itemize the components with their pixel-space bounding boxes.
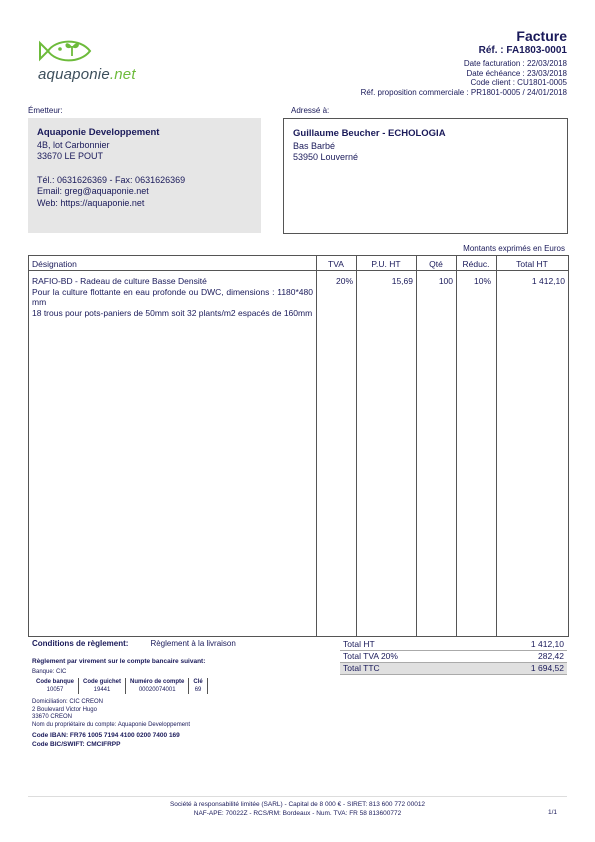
destinataire-label: Adressé à: [291, 106, 330, 115]
invoice-title: Facture [516, 28, 567, 44]
page-number: 1/1 [547, 809, 557, 816]
invoice-date: Date facturation : 22/03/2018 [463, 59, 567, 68]
destinataire-address1: Bas Barbé [293, 140, 336, 151]
account-number: 00020074001 [126, 686, 189, 694]
due-date: Date échéance : 23/03/2018 [466, 68, 567, 78]
destinataire-name: Guillaume Beucher - ECHOLOGIA [293, 128, 446, 139]
emetteur-address1: 4B, lot Carbonnier [37, 139, 110, 150]
emetteur-label: Émetteur: [28, 106, 63, 115]
logo-wordmark: aquaponie.net [38, 66, 136, 83]
key-header: Clé [189, 678, 207, 686]
bank-name: Banque: CIC [32, 669, 67, 675]
totals-block [340, 639, 567, 675]
fish-icon [28, 34, 148, 68]
bank-transfer-title: Règlement par virement sur le compte bancaire suivant: [32, 658, 206, 665]
legal-footer: Société à responsabilité limitée (SARL) - Capital de 8 000 € - SIRET: 813 600 772 00012 NAF-APE: 70022Z - RCS/RM: Bordeaux - Num. TVA: FR 58 813600772 [169, 801, 426, 817]
col-tva: TVA [328, 259, 344, 269]
total-ttc-row: Total TTC 1 694,52 [340, 663, 567, 675]
emetteur-box [28, 118, 261, 233]
line-reduc: 10% [473, 276, 491, 286]
destinataire-address2: 53950 Louverné [293, 152, 359, 162]
emetteur-email: Email: greg@aquaponie.net [37, 186, 149, 196]
col-designation: Désignation [32, 259, 77, 269]
line-description: RAFIO-BD - Radeau de culture Basse Densité Pour la culture flottante en eau profonde ou DWC, dimensions : 1180*480 mm 18 trous pour pots-paniers de 50mm soit 32 plants/m2 espacés de 160mm [32, 276, 313, 318]
line-tva: 20% [335, 276, 353, 286]
total-tva-row: Total TVA 20% 282,42 [340, 651, 567, 663]
line-pu: 15,69 [391, 276, 413, 286]
account-key: 69 [189, 686, 207, 694]
bank-domiciliation: Domiciliation: CIC CREON 2 Boulevard Victor Hugo 33670 CREON Nom du propriétaire du compte: Aquaponie Developpement [32, 699, 191, 728]
account-number-header: Numéro de compte [126, 678, 189, 686]
currency-note: Montants exprimés en Euros [463, 244, 565, 253]
bank-code: 10057 [32, 686, 79, 694]
emetteur-phone: Tél.: 0631626369 - Fax: 0631626369 [37, 174, 186, 185]
bank-account-table [32, 678, 208, 694]
invoice-header [361, 28, 567, 97]
emetteur-web: Web: https://aquaponie.net [37, 197, 145, 208]
destinataire-box [283, 118, 568, 234]
line-qty: 100 [438, 276, 453, 286]
total-ht-row: Total HT 1 412,10 [340, 639, 567, 651]
col-pu: P.U. HT [371, 259, 401, 269]
branch-code-header: Code guichet [79, 678, 126, 686]
bic: Code BIC/SWIFT: CMCIFRPP [32, 741, 121, 748]
col-qty: Qté [429, 259, 443, 269]
invoice-ref: Réf. : FA1803-0001 [478, 45, 567, 56]
branch-code: 19441 [79, 686, 126, 694]
line-total: 1 412,10 [531, 276, 565, 286]
bank-code-header: Code banque [32, 678, 79, 686]
emetteur-address2: 33670 LE POUT [37, 151, 104, 161]
iban: Code IBAN: FR76 1005 7194 4100 0200 7400 169 [32, 732, 180, 739]
proposal-ref: Réf. proposition commerciale : PR1801-0005 / 24/01/2018 [360, 87, 567, 97]
invoice-lines-table [28, 255, 569, 637]
client-code: Code client : CU1801-0005 [470, 78, 567, 88]
bank-codes [32, 731, 180, 749]
payment-conditions: Conditions de règlement: Règlement à la livraison [32, 639, 236, 648]
col-reduc: Réduc. [462, 259, 490, 269]
footer-divider [28, 796, 567, 797]
col-total: Total HT [516, 259, 548, 269]
emetteur-name: Aquaponie Developpement [37, 127, 160, 138]
